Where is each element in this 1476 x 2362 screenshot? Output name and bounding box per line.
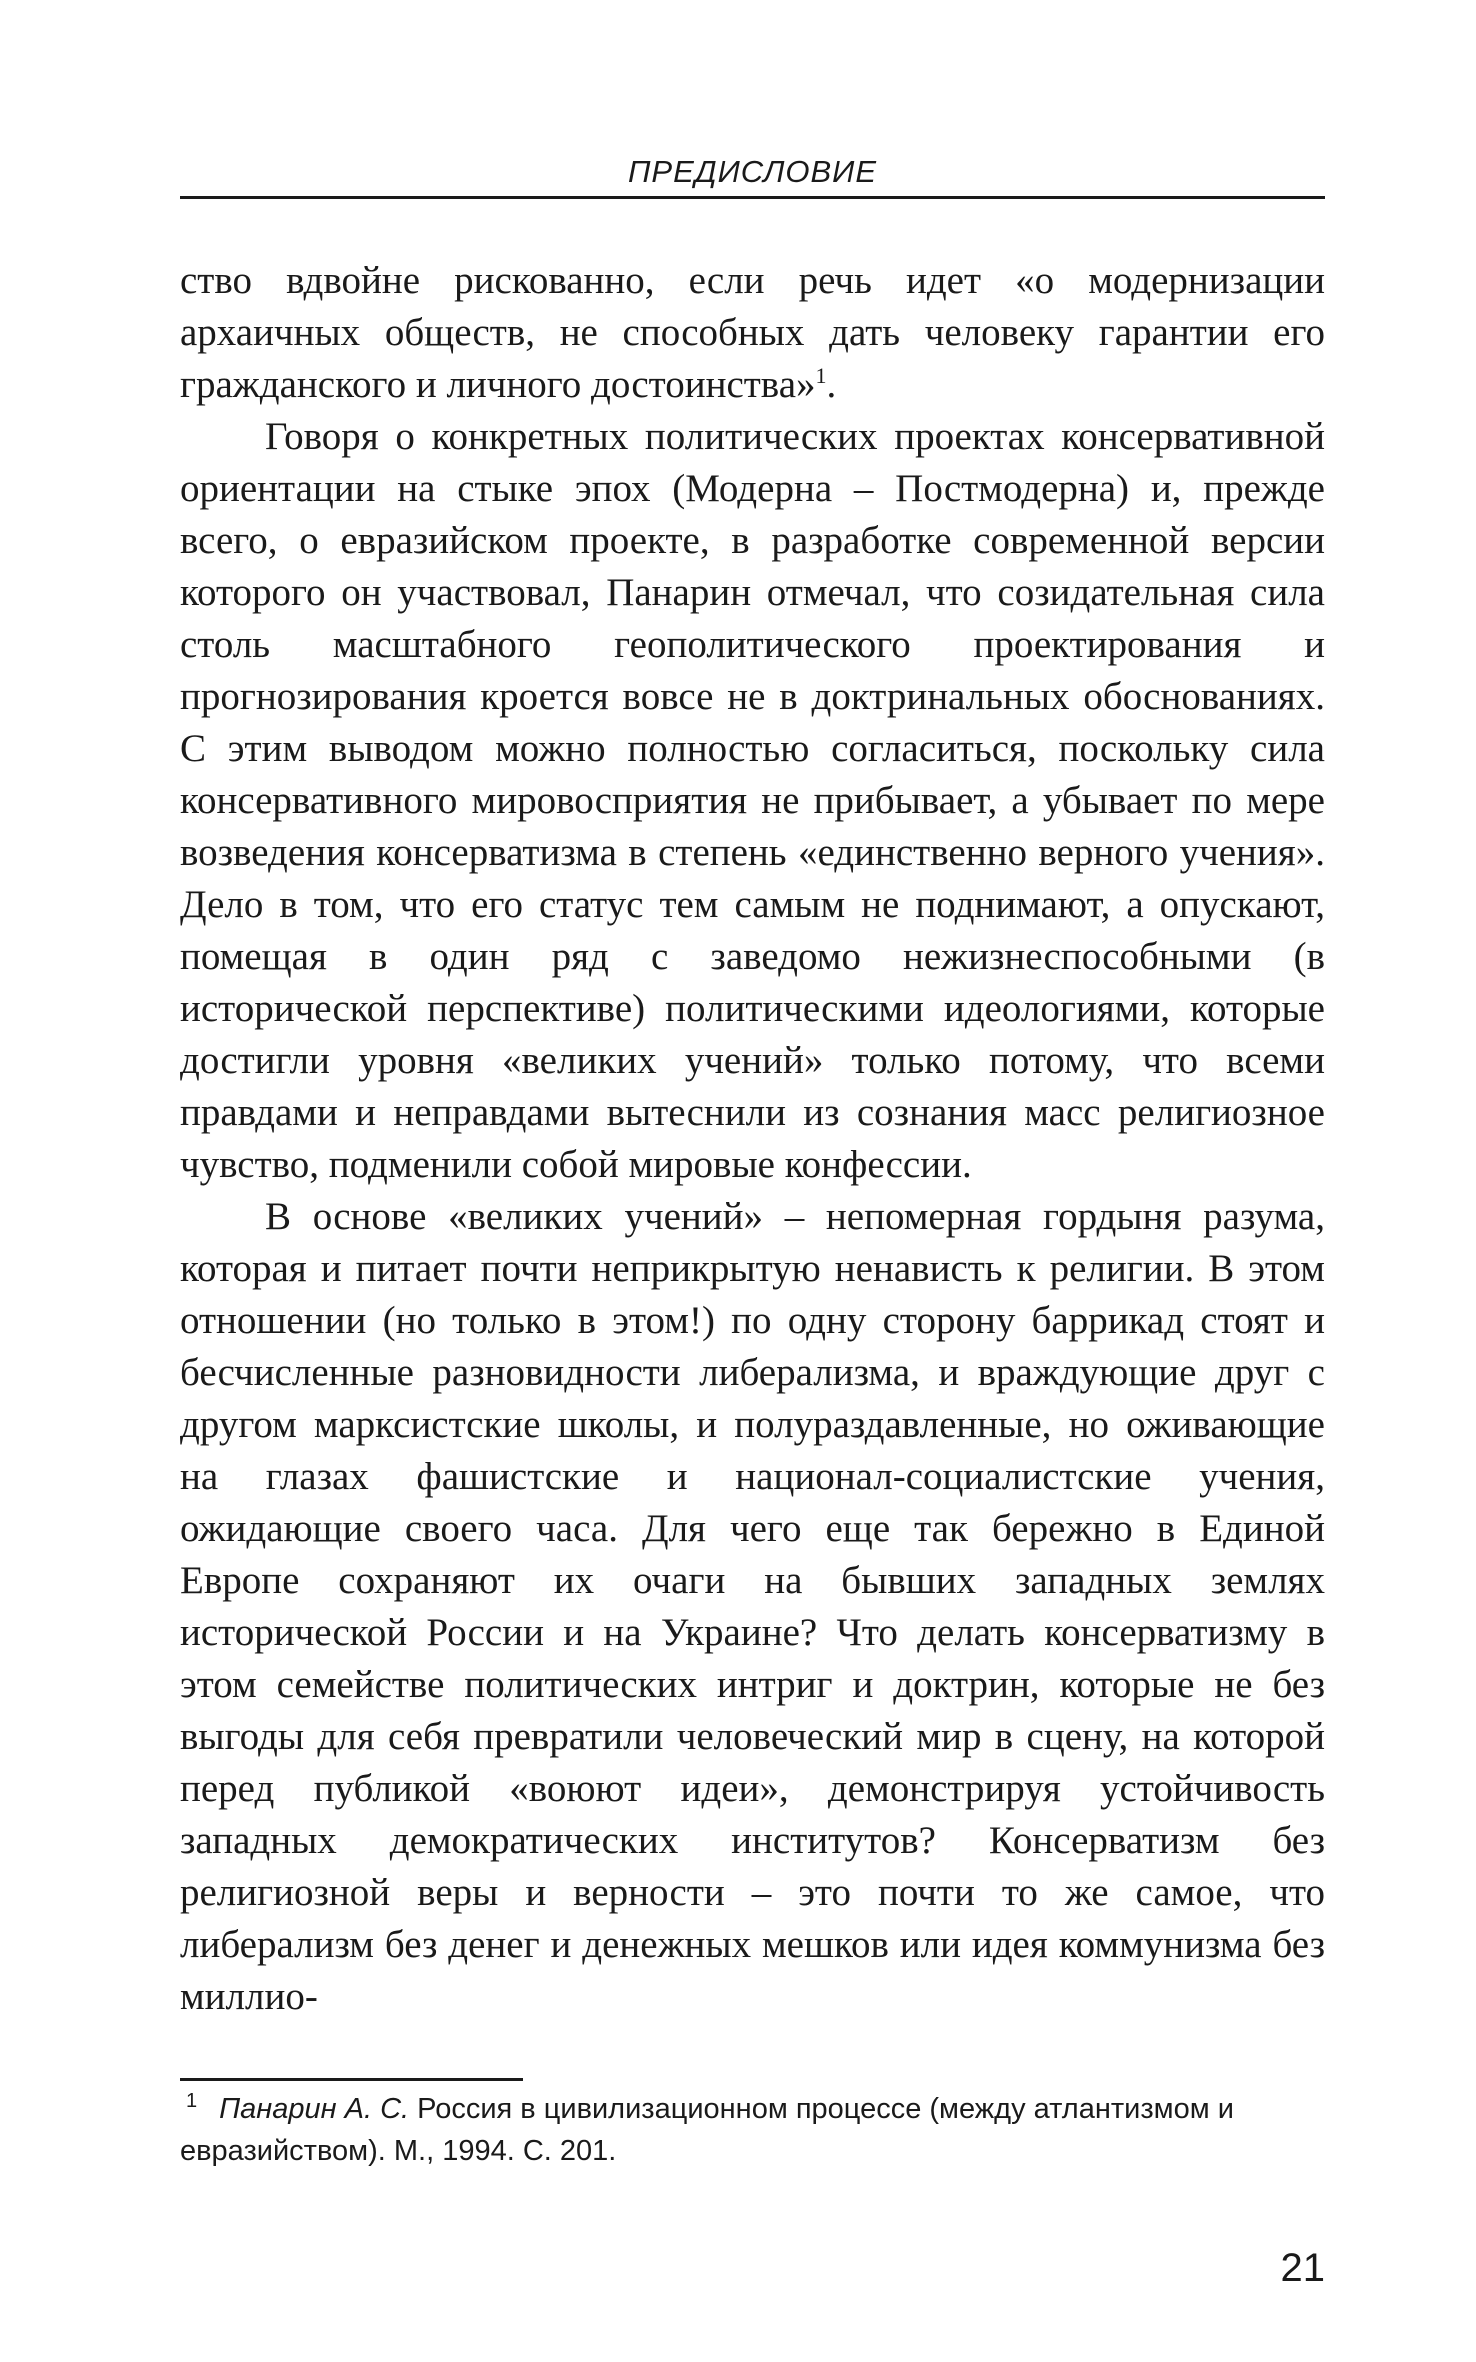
main-text [180,255,1325,2023]
paragraph-1-end: . [826,363,837,406]
footnote-rule [180,2078,523,2081]
footnote-text: Россия в цивилизационном процессе (между атлантизмом и евразийством). М., 1994. С. 201. [180,2093,1234,2167]
paragraph-1-text: ство вдвойне рискованно, если речь идет «о модернизации архаичных обществ, не способных дать человеку гарантии его гражданского и личного достоинства» [180,259,1325,406]
paragraph-1 [180,255,1325,411]
page-number: 21 [1280,2246,1325,2290]
paragraph-3: В основе «великих учений» – непомерная гордыня разума, которая и питает почти неприкрытую ненависть к религии. В этом отношении (но только в этом!) по одну сторону баррикад стоят и бесчисленные разновидности либерализма, и враждующие друг с другом марксистские школы, и полураздавленные, но оживающие на глазах фашистские и национал-социалистские учения, ожидающие своего часа. Для чего еще так бережно в Единой Европе сохраняют их очаги на бывших западных землях исторической России и на Украине? Что делать консерватизму в этом семействе политических интриг и доктрин, которые не без выгоды для себя превратили человеческий мир в сцену, на которой перед публикой «воюют идеи», демонстрируя устойчивость западных демократических институтов? Консерватизм без религиозной веры и верности – это почти то же самое, что либерализм без денег и денежных мешков или идея коммунизма без миллио- [180,1195,1325,2018]
header-rule [180,196,1325,199]
footnote-author: Панарин А. С. [219,2093,410,2125]
footnote-ref[interactable]: 1 [815,363,827,388]
paragraph-2: Говоря о конкретных политических проектах консервативной ориентации на стыке эпох (Модерна – Постмодерна) и, прежде всего, о евразийском проекте, в разработке современной версии которого он участвовал, Панарин отмечал, что созидательная сила столь масштабного геополитического проектирования и прогнозирования кроется вовсе не в доктринальных обоснованиях. С этим выводом можно полностью согласиться, поскольку сила консервативного мировосприятия не прибывает, а убывает по мере возведения консерватизма в степень «единственно верного учения». Дело в том, что его статус тем самым не поднимают, а опускают, помещая в один ряд с заведомо нежизнеспособными (в исторической перспективе) политическими идеологиями, которые достигли уровня «великих учений» только потому, что всеми правдами и неправдами вытеснили из сознания масс религиозное чувство, подменили собой мировые конфессии. [180,415,1325,1186]
footnote-number: 1 [186,2090,198,2113]
footnote [180,2088,1325,2172]
running-head-title: ПРЕДИСЛОВИЕ [627,154,878,189]
